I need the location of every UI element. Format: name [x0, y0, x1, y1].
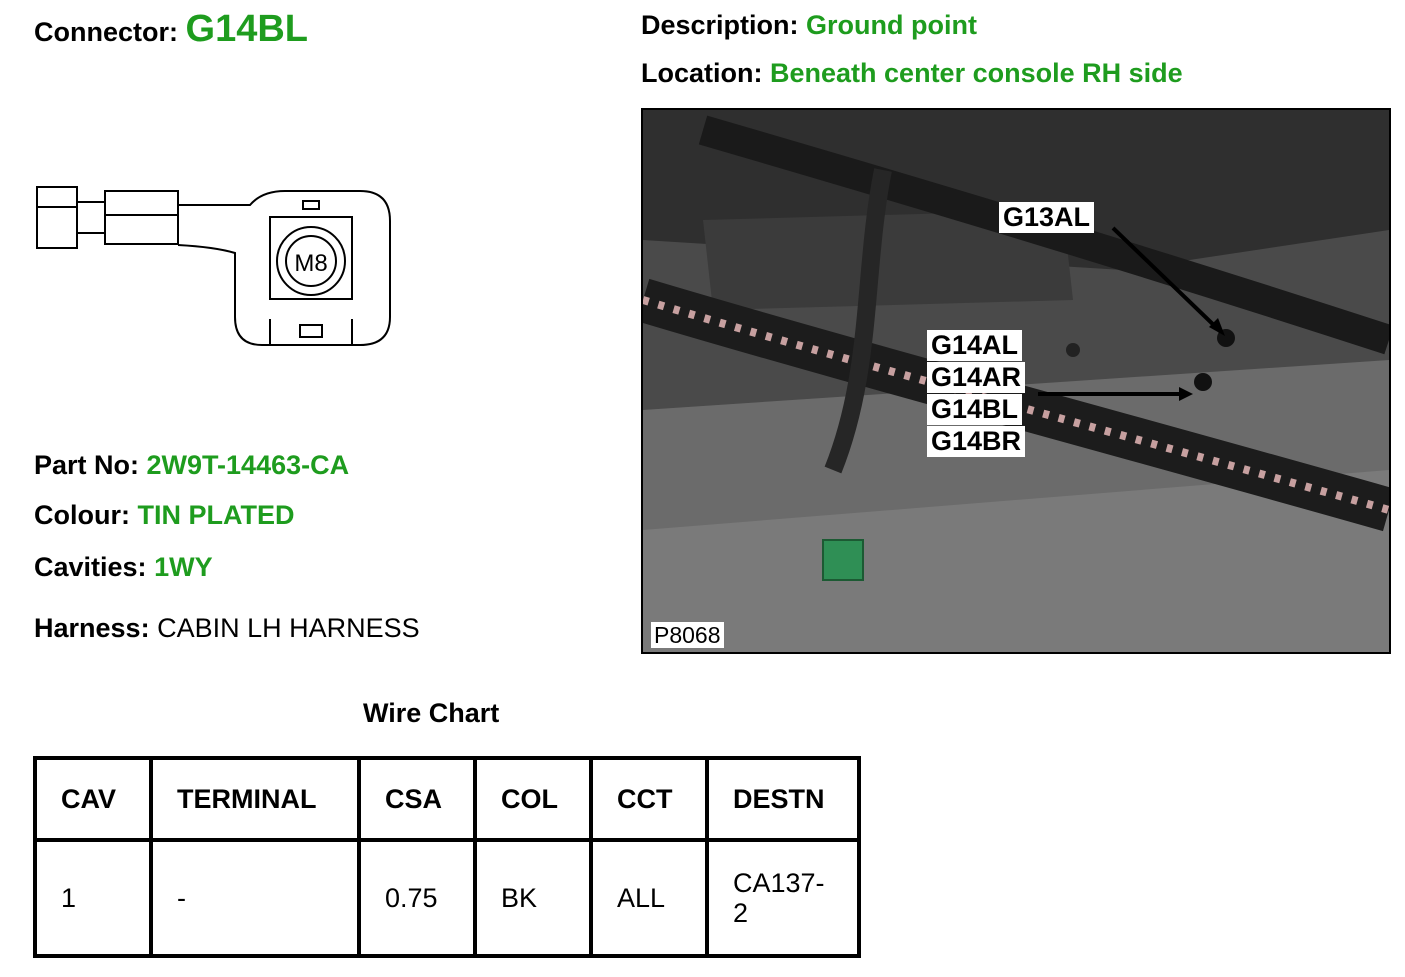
- harness-label: Harness:: [34, 613, 150, 643]
- wire-chart-table: [33, 756, 861, 958]
- cavities-label: Cavities:: [34, 552, 147, 582]
- description-line: [641, 10, 977, 41]
- connector-value: G14BL: [185, 8, 308, 50]
- cell-destn: CA137- 2: [707, 840, 859, 956]
- part-number-value: 2W9T-14463-CA: [146, 450, 350, 480]
- callout-g14br: G14BR: [927, 426, 1025, 457]
- colour-value: TIN PLATED: [137, 500, 295, 530]
- callout-g14ar: G14AR: [927, 362, 1025, 393]
- callout-g13al: G13AL: [999, 202, 1094, 233]
- location-photo: [641, 108, 1391, 654]
- connector-label: Connector:: [34, 17, 178, 47]
- stud-size-label: M8: [294, 250, 328, 277]
- cell-cct: ALL: [591, 840, 707, 956]
- header-cct: CCT: [591, 758, 707, 840]
- location-label: Location:: [641, 58, 763, 88]
- part-number-line: [34, 450, 349, 481]
- part-number-label: Part No:: [34, 450, 140, 480]
- harness-value: CABIN LH HARNESS: [157, 613, 420, 643]
- connector-drawing: [30, 175, 400, 360]
- cell-col: BK: [475, 840, 591, 956]
- photo-reference-id: P8068: [651, 622, 724, 648]
- header-csa: CSA: [359, 758, 475, 840]
- table-row: [35, 840, 859, 956]
- connector-heading: [34, 8, 308, 51]
- location-value: Beneath center console RH side: [770, 58, 1183, 88]
- callout-g14bl: G14BL: [927, 394, 1022, 425]
- cell-cav: 1: [35, 840, 151, 956]
- header-cav: CAV: [35, 758, 151, 840]
- harness-line: [34, 613, 420, 644]
- callout-g14al: G14AL: [927, 330, 1022, 361]
- colour-line: [34, 500, 295, 531]
- cell-terminal: -: [151, 840, 359, 956]
- header-destn: DESTN: [707, 758, 859, 840]
- cavities-line: [34, 552, 213, 583]
- wire-chart-title: Wire Chart: [363, 698, 500, 728]
- colour-label: Colour:: [34, 500, 130, 530]
- cavities-value: 1WY: [154, 552, 213, 582]
- location-line: [641, 58, 1183, 89]
- cell-csa: 0.75: [359, 840, 475, 956]
- description-label: Description:: [641, 10, 799, 40]
- description-value: Ground point: [806, 10, 977, 40]
- header-terminal: TERMINAL: [151, 758, 359, 840]
- wire-chart-header-row: [35, 758, 859, 840]
- header-col: COL: [475, 758, 591, 840]
